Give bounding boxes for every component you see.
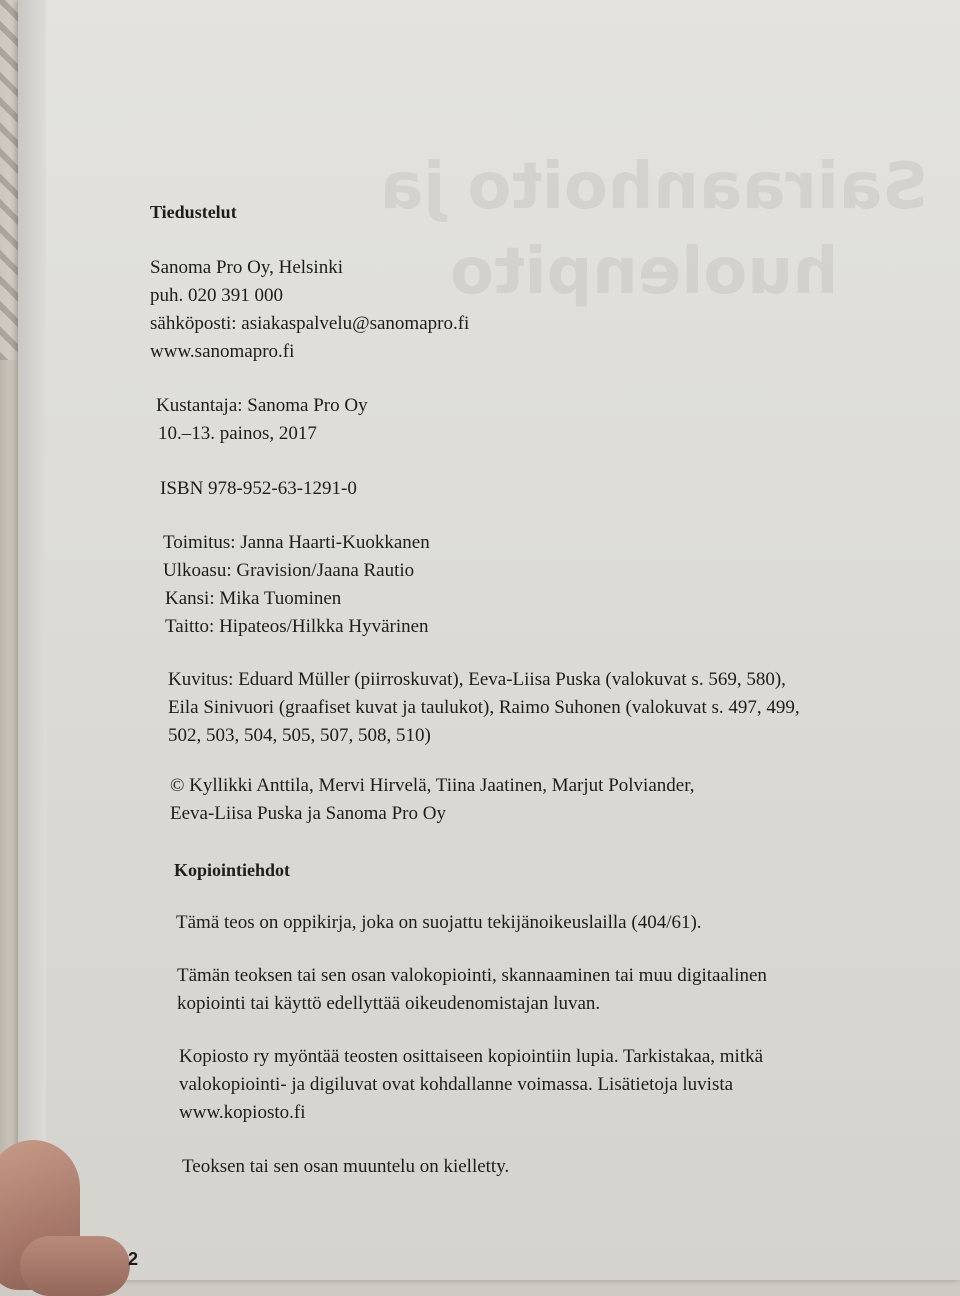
- copyright-line: Eeva-Liisa Puska ja Sanoma Pro Oy: [170, 803, 446, 824]
- edition-line: 10.–13. painos, 2017: [158, 423, 317, 444]
- imprint-content: [150, 198, 890, 1181]
- inquiries-heading: Tiedustelut: [150, 202, 237, 222]
- page-number: 2: [128, 1249, 139, 1269]
- illustration-line: 502, 503, 504, 505, 507, 508, 510): [168, 725, 431, 746]
- copyright-line: © Kyllikki Anttila, Mervi Hirvelä, Tiina Jaatinen, Marjut Polviander,: [170, 775, 695, 796]
- typesetting-credit: Taitto: Hipateos/Hilkka Hyvärinen: [165, 616, 429, 637]
- cover-credit: Kansi: Mika Tuominen: [165, 588, 342, 609]
- website-line: www.sanomapro.fi: [150, 341, 295, 362]
- copying-terms-paragraph: [150, 962, 890, 1018]
- paragraph-line: Kopiosto ry myöntää teosten osittaiseen kopiointiin lupia. Tarkistakaa, mitkä: [179, 1046, 764, 1067]
- publisher-line: Kustantaja: Sanoma Pro Oy: [156, 395, 368, 416]
- illustration-line: Eila Sinivuori (graafiset kuvat ja taulukot), Raimo Suhonen (valokuvat s. 497, 499,: [168, 697, 800, 718]
- paragraph-line: valokopiointi- ja digiluvat ovat kohdallanne voimassa. Lisätietoja luvista: [179, 1074, 734, 1095]
- phone-line: puh. 020 391 000: [150, 285, 283, 306]
- copying-terms-heading: Kopiointiehdot: [174, 860, 291, 880]
- editing-credit: Toimitus: Janna Haarti-Kuokkanen: [163, 532, 430, 553]
- copying-terms-paragraph: Teoksen tai sen osan muuntelu on kielletty.: [182, 1156, 510, 1177]
- email-line: sähköposti: asiakaspalvelu@sanomapro.fi: [150, 313, 470, 334]
- layout-credit: Ulkoasu: Gravision/Jaana Rautio: [163, 560, 415, 581]
- illustration-line: Kuvitus: Eduard Müller (piirroskuvat), Eeva-Liisa Puska (valokuvat s. 569, 580),: [168, 669, 786, 690]
- bleed-through-text: huolenpito: [450, 235, 839, 309]
- copying-terms-paragraph: Tämä teos on oppikirja, joka on suojattu tekijänoikeuslailla (404/61).: [176, 912, 702, 933]
- copyright-notice: [150, 772, 890, 828]
- paragraph-line: kopiointi tai käyttö edellyttää oikeudenomistajan luvan.: [177, 993, 601, 1014]
- thumb: [20, 1236, 130, 1296]
- paragraph-line: www.kopiosto.fi: [179, 1102, 306, 1123]
- illustration-credit: [150, 666, 890, 750]
- bleed-through-text: Sairaanhoito ja: [380, 150, 929, 224]
- paragraph-line: Tämän teoksen tai sen osan valokopiointi, skannaaminen tai muu digitaalinen: [177, 965, 767, 986]
- isbn-line: ISBN 978-952-63-1291-0: [160, 478, 357, 499]
- copying-terms-paragraph: [150, 1043, 890, 1127]
- page-edge: [18, 0, 46, 1280]
- company-line: Sanoma Pro Oy, Helsinki: [150, 257, 343, 278]
